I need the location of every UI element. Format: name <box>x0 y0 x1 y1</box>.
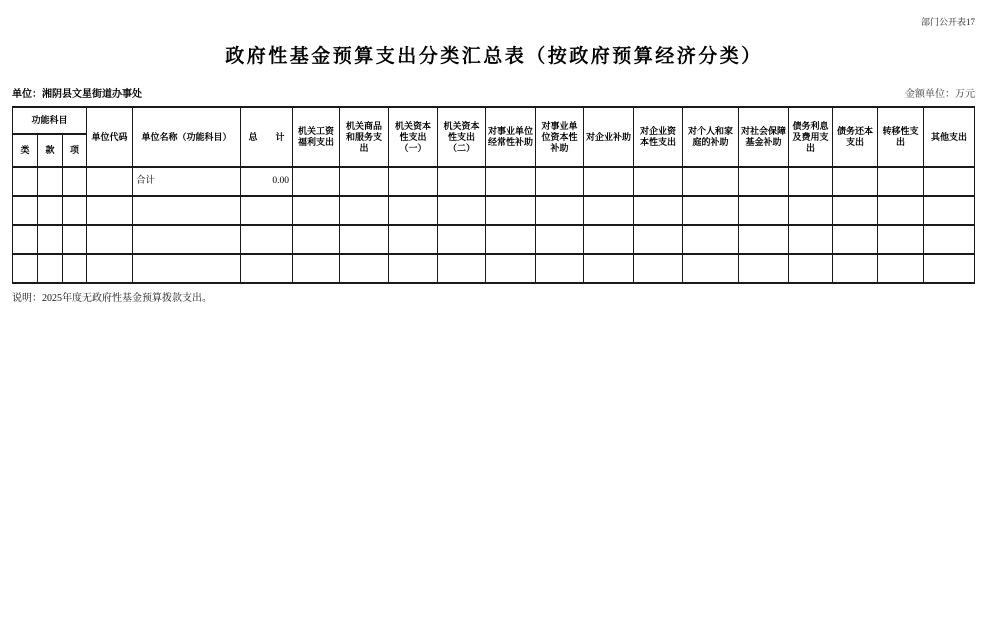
table-cell <box>536 254 584 283</box>
doc-label: 部门公开表17 <box>920 17 975 27</box>
unit-label: 单位：湘阴县文星街道办事处 <box>12 89 142 100</box>
table-cell <box>389 196 438 225</box>
header-unit-name: 单位名称（功能科目） <box>133 107 241 167</box>
table-cell <box>13 196 38 225</box>
header-col: 对企业资本性支出 <box>634 107 683 167</box>
table-cell <box>133 254 241 283</box>
table-cell <box>789 254 833 283</box>
table-cell <box>634 254 683 283</box>
table-cell <box>536 196 584 225</box>
table-cell <box>924 167 975 196</box>
table-row <box>13 196 975 225</box>
header-func-xiang: 项 <box>63 134 87 167</box>
table-cell <box>739 254 789 283</box>
header-unit-code: 单位代码 <box>87 107 133 167</box>
table-cell <box>634 167 683 196</box>
table-cell <box>536 225 584 254</box>
table-cell <box>739 167 789 196</box>
table-cell <box>389 167 438 196</box>
table-cell <box>63 254 87 283</box>
table-cell <box>438 254 486 283</box>
table-cell <box>789 167 833 196</box>
table-cell <box>133 225 241 254</box>
table-cell <box>878 167 924 196</box>
header-func-lei: 类 <box>13 134 38 167</box>
table-row <box>13 254 975 283</box>
table-row <box>13 225 975 254</box>
header-col: 机关资本性支出（一） <box>389 107 438 167</box>
header-total: 总 计 <box>241 107 293 167</box>
table-cell <box>584 225 634 254</box>
header-col: 对事业单位资本性补助 <box>536 107 584 167</box>
header-col: 对社会保障基金补助 <box>739 107 789 167</box>
table-cell <box>38 225 63 254</box>
header-col: 机关商品和服务支出 <box>340 107 389 167</box>
table-cell <box>833 196 878 225</box>
table-cell <box>789 225 833 254</box>
table-cell <box>340 254 389 283</box>
table-cell <box>340 167 389 196</box>
note-text: 说明：2025年度无政府性基金预算拨款支出。 <box>12 293 212 304</box>
table-cell <box>739 225 789 254</box>
header-func-kuan: 款 <box>38 134 63 167</box>
table-cell <box>683 167 739 196</box>
table-cell <box>241 254 293 283</box>
table-cell <box>683 254 739 283</box>
header-col: 其他支出 <box>924 107 975 167</box>
table-cell <box>38 254 63 283</box>
amount-unit-label: 金额单位：万元 <box>905 89 975 100</box>
page-title: 政府性基金预算支出分类汇总表（按政府预算经济分类） <box>225 46 763 67</box>
table-row-total <box>13 167 975 196</box>
table-cell <box>293 254 340 283</box>
table-cell <box>584 254 634 283</box>
table-cell <box>438 196 486 225</box>
table-cell <box>389 225 438 254</box>
table-cell <box>87 254 133 283</box>
table-cell <box>241 196 293 225</box>
table-cell <box>38 167 63 196</box>
header-col: 对个人和家庭的补助 <box>683 107 739 167</box>
header-func-group: 功能科目 <box>13 107 87 134</box>
table-cell <box>38 196 63 225</box>
table-cell <box>584 196 634 225</box>
table-cell <box>63 196 87 225</box>
table-cell <box>536 167 584 196</box>
header-col: 对企业补助 <box>584 107 634 167</box>
table-cell <box>924 196 975 225</box>
table-cell <box>13 167 38 196</box>
table-cell <box>13 254 38 283</box>
header-col: 债务利息及费用支出 <box>789 107 833 167</box>
table-cell <box>340 196 389 225</box>
table-cell <box>340 225 389 254</box>
table-cell <box>87 196 133 225</box>
table-cell <box>878 254 924 283</box>
table-cell <box>683 196 739 225</box>
header-col: 债务还本支出 <box>833 107 878 167</box>
table-cell <box>878 196 924 225</box>
table-cell <box>924 254 975 283</box>
table-cell <box>739 196 789 225</box>
header-col: 转移性支出 <box>878 107 924 167</box>
table-cell <box>87 225 133 254</box>
table-cell <box>634 196 683 225</box>
table-cell <box>293 225 340 254</box>
table-cell <box>389 254 438 283</box>
table-cell <box>924 225 975 254</box>
table-cell <box>293 196 340 225</box>
table-cell <box>634 225 683 254</box>
table-cell <box>293 167 340 196</box>
table-cell <box>241 225 293 254</box>
table-cell <box>133 196 241 225</box>
table-cell <box>63 225 87 254</box>
total-row-name-cell: 合计 <box>133 167 241 196</box>
header-col: 机关工资福利支出 <box>293 107 340 167</box>
table-cell <box>683 225 739 254</box>
table-cell <box>486 225 536 254</box>
table-cell <box>486 196 536 225</box>
header-col: 机关资本性支出（二） <box>438 107 486 167</box>
table-cell <box>438 167 486 196</box>
table-cell <box>833 254 878 283</box>
table-cell <box>63 167 87 196</box>
table-cell <box>13 225 38 254</box>
meta-row <box>12 85 975 100</box>
table-cell <box>878 225 924 254</box>
table-cell <box>486 254 536 283</box>
table-cell <box>87 167 133 196</box>
header-col: 对事业单位经常性补助 <box>486 107 536 167</box>
table-cell <box>584 167 634 196</box>
total-row-value-cell: 0.00 <box>241 167 293 196</box>
budget-table <box>12 106 975 284</box>
table-cell <box>833 225 878 254</box>
table-cell <box>789 196 833 225</box>
table-cell <box>833 167 878 196</box>
table-cell <box>438 225 486 254</box>
table-cell <box>486 167 536 196</box>
